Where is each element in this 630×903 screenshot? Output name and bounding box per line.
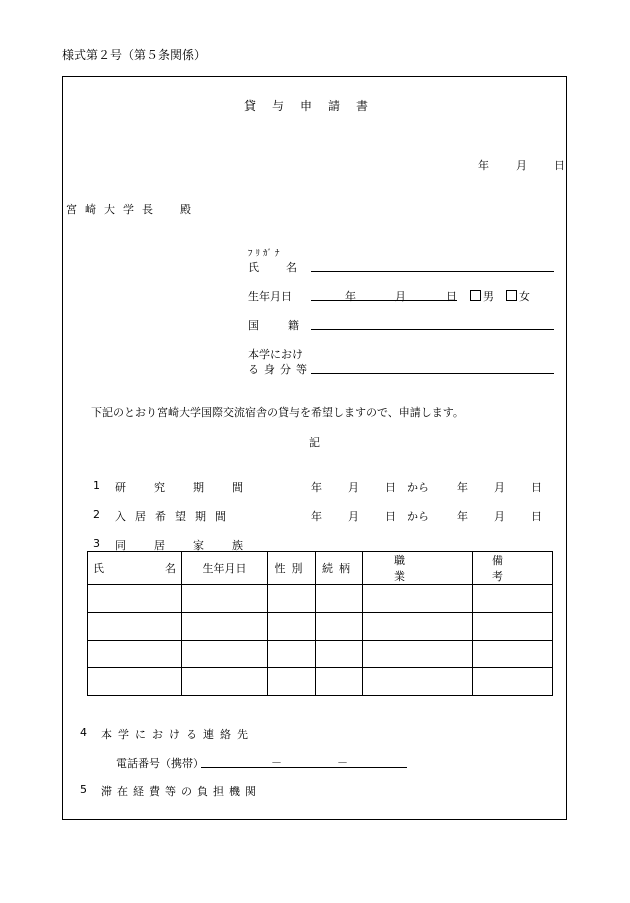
table-cell[interactable] bbox=[268, 668, 316, 696]
birth-day: 日 bbox=[446, 290, 457, 303]
female-label: 女 bbox=[519, 290, 530, 303]
item1-from-month[interactable]: 月 bbox=[348, 481, 359, 494]
date-year[interactable]: 年 bbox=[478, 159, 489, 172]
birth-label: 生年月日 bbox=[248, 290, 292, 303]
header-remarks-text: 備考 bbox=[492, 554, 537, 583]
table-row bbox=[88, 640, 553, 668]
header-sex bbox=[268, 552, 316, 585]
status-label-line2: る身分等 bbox=[248, 363, 312, 376]
family-table-header bbox=[88, 552, 553, 585]
table-cell[interactable] bbox=[88, 585, 182, 613]
form-number: 様式第２号（第５条関係） bbox=[62, 48, 207, 62]
name-label: 氏名 bbox=[248, 261, 324, 274]
item2-from-year[interactable]: 年 bbox=[311, 510, 322, 523]
item2-label: 入居希望期間 bbox=[115, 510, 235, 523]
table-cell[interactable] bbox=[88, 668, 182, 696]
phone-separator-2: － bbox=[337, 756, 348, 769]
note-heading: 記 bbox=[309, 436, 320, 449]
table-cell[interactable] bbox=[182, 585, 268, 613]
item1-to-day[interactable]: 日 bbox=[531, 481, 542, 494]
item3-label: 同居家族 bbox=[115, 539, 271, 552]
nationality-label: 国籍 bbox=[248, 319, 328, 332]
table-cell[interactable] bbox=[268, 585, 316, 613]
item1-label: 研究期間 bbox=[115, 481, 271, 494]
header-name bbox=[88, 552, 182, 585]
item2-from: から bbox=[407, 510, 429, 523]
birth-date-field[interactable] bbox=[311, 300, 457, 301]
item1-to-year[interactable]: 年 bbox=[457, 481, 468, 494]
male-label: 男 bbox=[483, 290, 494, 303]
table-cell[interactable] bbox=[88, 612, 182, 640]
table-cell[interactable] bbox=[316, 612, 363, 640]
request-sentence: 下記のとおり宮崎大学国際交流宿舎の貸与を希望しますので、申請します。 bbox=[91, 406, 464, 419]
item2-to-month[interactable]: 月 bbox=[494, 510, 505, 523]
item2-from-month[interactable]: 月 bbox=[348, 510, 359, 523]
birth-month: 月 bbox=[395, 290, 406, 303]
table-cell[interactable] bbox=[363, 585, 473, 613]
phone-field[interactable] bbox=[201, 767, 407, 768]
name-field[interactable] bbox=[311, 271, 554, 272]
form-title: 貸 与 申 請 書 bbox=[244, 99, 371, 113]
item4-number: 4 bbox=[80, 726, 87, 739]
header-relation bbox=[316, 552, 363, 585]
item4-label: 本学における連絡先 bbox=[101, 728, 254, 741]
nationality-field[interactable] bbox=[311, 329, 554, 330]
phone-label: 電話番号（携帯） bbox=[116, 757, 204, 770]
table-cell[interactable] bbox=[182, 640, 268, 668]
date-month[interactable]: 月 bbox=[516, 159, 527, 172]
header-birth-text: 生年月日 bbox=[202, 562, 247, 575]
table-cell[interactable] bbox=[316, 585, 363, 613]
family-table bbox=[87, 551, 553, 696]
table-cell[interactable] bbox=[473, 585, 553, 613]
status-label-line1: 本学におけ bbox=[248, 348, 303, 361]
item5-number: 5 bbox=[80, 783, 87, 796]
table-cell[interactable] bbox=[268, 640, 316, 668]
table-cell[interactable] bbox=[363, 612, 473, 640]
addressee bbox=[66, 201, 213, 217]
addressee-text: 宮崎大学長 殿 bbox=[66, 203, 199, 216]
table-row bbox=[88, 585, 553, 613]
table-cell[interactable] bbox=[473, 640, 553, 668]
table-cell[interactable] bbox=[363, 668, 473, 696]
table-cell[interactable] bbox=[473, 668, 553, 696]
item1-from: から bbox=[407, 481, 429, 494]
table-cell[interactable] bbox=[182, 612, 268, 640]
item1-from-day[interactable]: 日 bbox=[385, 481, 396, 494]
table-cell[interactable] bbox=[88, 640, 182, 668]
table-cell[interactable] bbox=[316, 668, 363, 696]
item1-number: 1 bbox=[93, 479, 100, 492]
header-name-text: 氏 名 bbox=[93, 562, 176, 575]
item2-to-year[interactable]: 年 bbox=[457, 510, 468, 523]
header-birth bbox=[182, 552, 268, 585]
item1-from-year[interactable]: 年 bbox=[311, 481, 322, 494]
phone-separator-1: － bbox=[271, 756, 282, 769]
item2-number: 2 bbox=[93, 508, 100, 521]
item3-number: 3 bbox=[93, 537, 100, 550]
table-cell[interactable] bbox=[473, 612, 553, 640]
item1-to-month[interactable]: 月 bbox=[494, 481, 505, 494]
table-row bbox=[88, 612, 553, 640]
header-occupation-text: 職業 bbox=[394, 554, 451, 583]
header-relation-text: 続柄 bbox=[322, 562, 356, 575]
item2-from-day[interactable]: 日 bbox=[385, 510, 396, 523]
birth-year: 年 bbox=[345, 290, 356, 303]
item2-to-day[interactable]: 日 bbox=[531, 510, 542, 523]
table-cell[interactable] bbox=[268, 612, 316, 640]
header-remarks bbox=[473, 552, 553, 585]
table-cell[interactable] bbox=[316, 640, 363, 668]
male-option[interactable] bbox=[470, 288, 494, 304]
date-day[interactable]: 日 bbox=[554, 159, 565, 172]
furigana-label: ﾌﾘｶﾞﾅ bbox=[248, 249, 283, 259]
table-row bbox=[88, 668, 553, 696]
header-occupation bbox=[363, 552, 473, 585]
status-field[interactable] bbox=[311, 373, 554, 374]
male-checkbox[interactable] bbox=[470, 290, 481, 301]
female-checkbox[interactable] bbox=[506, 290, 517, 301]
header-sex-text: 性別 bbox=[274, 562, 309, 575]
item5-label: 滞在経費等の負担機関 bbox=[101, 785, 261, 798]
table-cell[interactable] bbox=[363, 640, 473, 668]
table-cell[interactable] bbox=[182, 668, 268, 696]
female-option[interactable] bbox=[506, 288, 530, 304]
